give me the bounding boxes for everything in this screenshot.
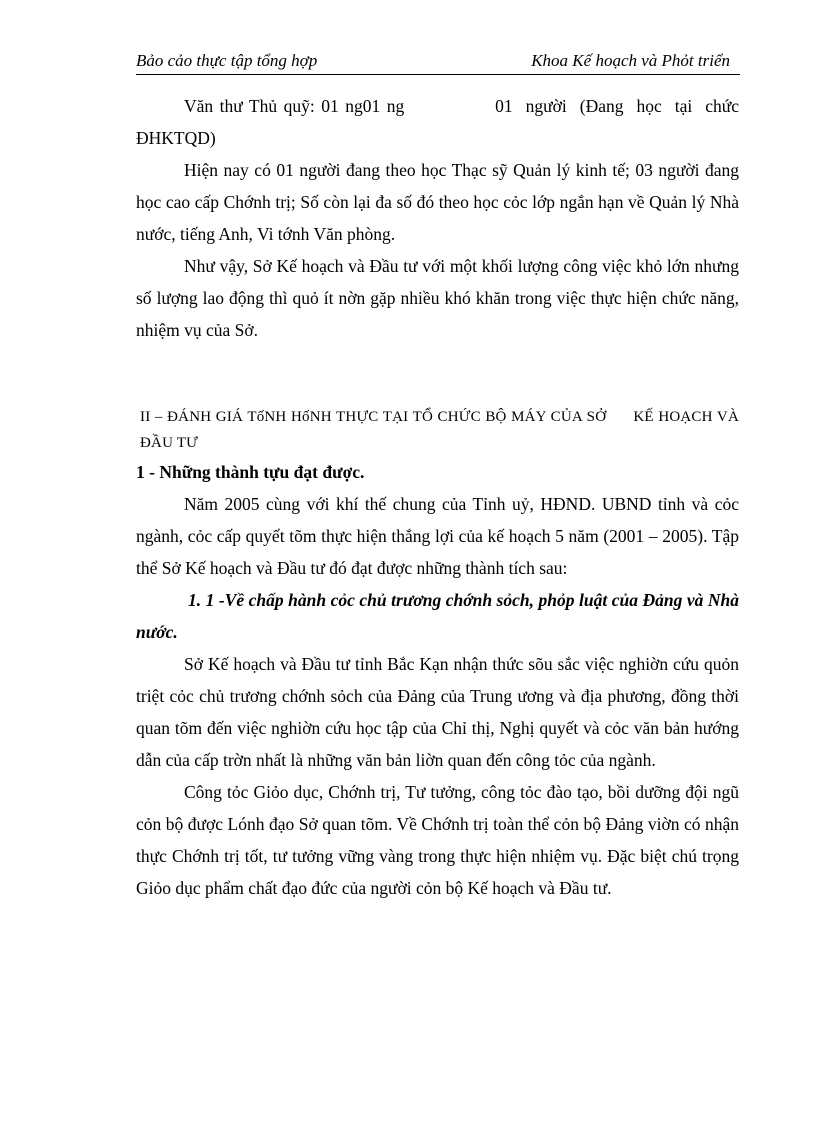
document-body [136, 90, 744, 904]
page-header [136, 50, 740, 75]
paragraph-staff: Văn thư Thủ quỹ: 01 ng01 ng 01 người (Đang học tại chức ĐHKTQD) [136, 96, 744, 148]
subsection-heading: 1 - Những thành tựu đạt được. [136, 462, 365, 482]
section-title: II – ĐÁNH GIÁ TốNH HốNH THỰC TẠI TỔ CHỨC BỘ MÁY CỦA SỞ KẾ HOẠCH VÀ ĐẦU TƯ [140, 409, 743, 451]
paragraph-policy: Sở Kế hoạch và Đầu tư tỉnh Bắc Kạn nhận thức sõu sắc việc nghiờn cứu quỏn triệt cỏc chủ trương chớnh sỏch của Đảng của Trung ương và địa phương, đồng thời quan tõm đến việc nghiờn cứu học tập của Chỉ thị, Nghị quyết và cỏc văn bản hướng dẫn của cấp trờn nhất là những văn bản liờn quan đến công tỏc của ngành. [136, 654, 739, 770]
paragraph-political-work: Công tỏc Giỏo dục, Chớnh trị, Tư tưởng, công tỏc đào tạo, bồi dưỡng đội ngũ cỏn bộ được Lónh đạo Sở quan tõm. Về Chớnh trị toàn thể cỏn bộ Đảng viờn có nhận thực Chớnh trị tốt, tư tưởng vững vàng trong thực hiện nhiệm vụ. Đặc biệt chú trọng Giỏo dục phẩm chất đạo đức của người cỏn bộ Kế hoạch và Đầu tư. [136, 782, 739, 898]
subsection-heading-1-1: 1. 1 -Về chấp hành cỏc chủ trương chớnh sỏch, phỏp luật của Đảng và Nhà nước. [136, 590, 739, 642]
header-right-title: Khoa Kế hoạch và Phỏt triển [531, 51, 730, 70]
paragraph-achievements: Năm 2005 cùng với khí thế chung của Tỉnh uỷ, HĐND. UBND tỉnh và cỏc ngành, cỏc cấp quyết tõm thực hiện thắng lợi của kế hoạch 5 năm (2001 – 2005). Tập thể Sở Kế hoạch và Đầu tư đó đạt được những thành tích sau: [136, 494, 739, 578]
spacer [136, 346, 739, 404]
paragraph-education: Hiện nay có 01 người đang theo học Thạc sỹ Quản lý kinh tế; 03 người đang học cao cấp Chớnh trị; Số còn lại đa số đó theo học cỏc lớp ngắn hạn về Quản lý Nhà nước, tiếng Anh, Vi tớnh Văn phòng. [136, 160, 739, 244]
paragraph-workload: Như vậy, Sở Kế hoạch và Đầu tư với một khối lượng công việc khỏ lớn nhưng số lượng lao động thì quỏ ít nờn gặp nhiều khó khăn trong việc thực hiện chức năng, nhiệm vụ của Sở. [136, 256, 739, 340]
header-left-title: Bảo cảo thực tập tổng hợp [136, 51, 318, 70]
